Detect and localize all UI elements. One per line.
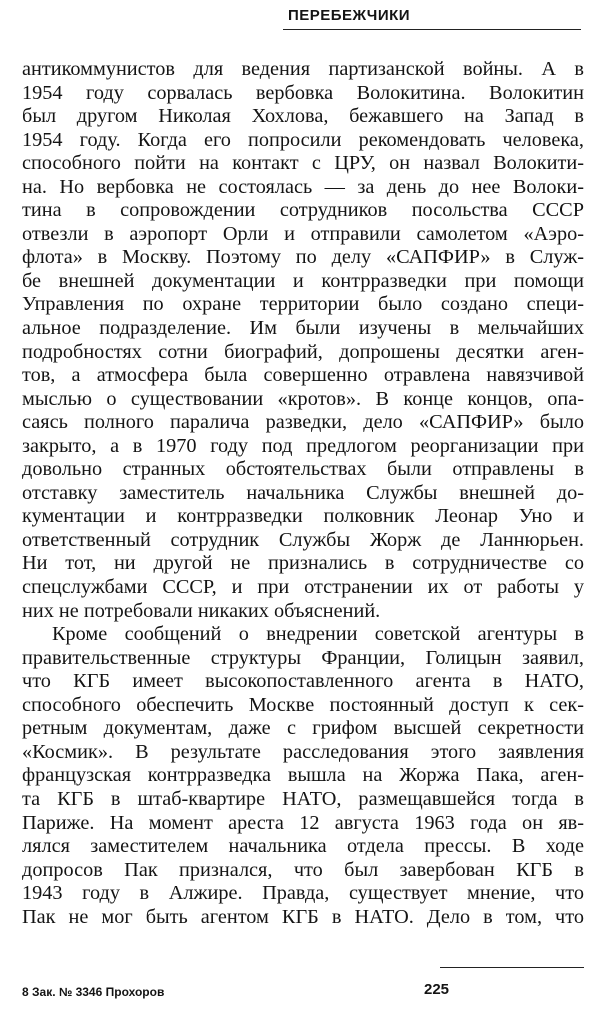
text-line: антикоммунистов для ведения партизанской войны. А в <box>22 58 584 80</box>
text-line: бе внешней документации и контрразведки при помощи <box>22 269 584 292</box>
text-line: мыслью о существовании «кротов». В конце концов, опа- <box>22 387 584 410</box>
header-rule <box>283 29 581 30</box>
page-number: 225 <box>424 981 450 998</box>
body-text <box>22 58 584 929</box>
text-line: них не потребовали никаких объяснений. <box>22 599 381 622</box>
text-line: спецслужбами СССР, и при отстранении их от работы у <box>22 576 584 599</box>
text-line: отвезли в аэропорт Орли и отправили самолетом «Аэро- <box>22 222 584 245</box>
text-line: Париже. На момент ареста 12 августа 1963 года он яв- <box>22 811 584 834</box>
footer-rule <box>440 967 584 968</box>
text-line: тина в сопровождении сотрудников посольства СССР <box>22 199 584 222</box>
text-line: был другом Николая Хохлова, бежавшего на Запад в <box>22 105 584 128</box>
text-line: «Космик». В результате расследования этого заявления <box>22 740 584 763</box>
text-line: способного обеспечить Москве постоянный доступ к сек- <box>22 693 584 716</box>
text-line: допросов Пак признался, что был завербован КГБ в <box>22 858 584 881</box>
text-line: довольно странных обстоятельствах были отправлены в <box>22 458 584 481</box>
text-line: Пак не мог быть агентом КГБ в НАТО. Дело в том, что <box>22 905 584 928</box>
printer-signature: 8 Зак. № 3346 Прохоров <box>22 985 165 999</box>
text-line: на. Но вербовка не состоялась — за день до нее Волоки- <box>22 175 584 198</box>
text-line: кументации и контрразведки полковник Леонар Уно и <box>22 505 584 528</box>
text-line: французская контрразведка вышла на Жоржа Пака, аген- <box>22 764 584 787</box>
text-line: правительственные структуры Франции, Голицын заявил, <box>22 646 584 669</box>
paragraph-1 <box>22 58 584 623</box>
text-line: закрыто, а в 1970 году под предлогом реорганизации при <box>22 434 584 457</box>
text-line: Кроме сообщений о внедрении советской агентуры в <box>52 623 584 646</box>
text-line: 1954 году сорвалась вербовка Волокитина. Волокитин <box>22 81 584 104</box>
text-line: флота» в Москву. Поэтому по делу «САПФИР» в Служ- <box>22 246 584 269</box>
text-line: тов, а атмосфера была совершенно отравлена навязчивой <box>22 364 584 387</box>
text-line: что КГБ имеет высокопоставленного агента в НАТО, <box>22 670 584 693</box>
text-line: 1954 году. Когда его попросили рекомендовать человека, <box>22 128 584 151</box>
text-line: способного пойти на контакт с ЦРУ, он назвал Волокити- <box>22 152 584 175</box>
running-header <box>0 7 600 25</box>
text-line: Ни тот, ни другой не признались в сотрудничестве со <box>22 552 584 575</box>
paragraph-2 <box>22 623 584 929</box>
running-header-title: ПЕРЕБЕЖЧИКИ <box>287 7 411 24</box>
text-line: отставку заместитель начальника Службы внешней до- <box>22 481 584 504</box>
text-line: Управления по охране территории было создано специ- <box>22 293 584 316</box>
text-line: подробностях сотни биографий, допрошены десятки аген- <box>22 340 584 363</box>
text-line: альное подразделение. Им были изучены в мельчайших <box>22 317 584 340</box>
text-line: саясь полного паралича разведки, дело «САПФИР» было <box>22 411 584 434</box>
text-line: та КГБ в штаб-квартире НАТО, размещавшейся тогда в <box>22 787 584 810</box>
text-line: 1943 году в Алжире. Правда, существует мнение, что <box>22 882 584 905</box>
text-line: лялся заместителем начальника отдела прессы. В ходе <box>22 835 584 858</box>
text-line: ответственный сотрудник Службы Жорж де Ланнюрьен. <box>22 528 584 551</box>
text-line: ретным документам, даже с грифом высшей секретности <box>22 717 584 740</box>
